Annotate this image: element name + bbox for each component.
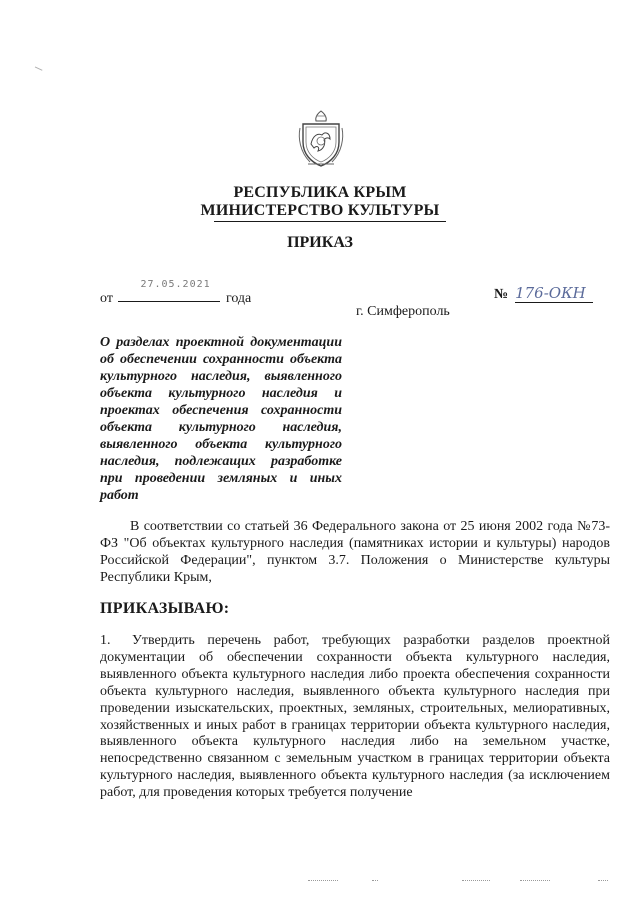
date-field xyxy=(118,279,220,302)
header-divider xyxy=(214,221,446,222)
date-prefix: от xyxy=(100,291,113,306)
scan-artifact xyxy=(308,880,338,882)
item-text: Утвердить перечень работ, требующих разработки разделов проектной документации об обеспечении сохранности объекта культурного наследия, выявленного объекта культурного наследия либо проекта обеспечения сохранности объекта культурного наследия, выявленного объекта культурного наследия при проведении изыскательских, проектных, земляных, строительных, мелиоративных, хозяйственных и иных работ в границах территории объекта культурного наследия, выявленного объекта культурного наследия либо на земельном участке, непосредственно связанном с земельным участком в границах территории объекта культурного наследия, выявленного объекта культурного наследия (за исключением работ, для проведения которых требуется получение xyxy=(100,633,610,801)
number-sign: № xyxy=(494,287,509,302)
scan-artifact xyxy=(462,880,490,882)
scan-artifact xyxy=(598,880,608,882)
order-heading: ПРИКАЗЫВАЮ: xyxy=(100,600,230,617)
item-number: 1. xyxy=(100,633,111,648)
handwritten-number: 176-ОКН xyxy=(515,284,593,303)
date-line xyxy=(100,279,252,307)
org-title-republic: РЕСПУБЛИКА КРЫМ xyxy=(233,184,407,201)
scan-artifact xyxy=(372,880,378,882)
document-type-title: ПРИКАЗ xyxy=(287,234,353,251)
order-item-1 xyxy=(100,633,610,802)
org-title-ministry: МИНИСТЕРСТВО КУЛЬТУРЫ xyxy=(200,202,440,219)
document-number xyxy=(494,284,593,303)
preamble-paragraph: В соответствии со статьей 36 Федерального закона от 25 июня 2002 года №73-ФЗ "Об объектах культурного наследия (памятниках истории и культуры) народов Российской Федерации", пунктом 3.7. Положения о Министерстве культуры Республики Крым, xyxy=(100,519,610,585)
crimea-emblem-icon xyxy=(296,108,346,170)
city-line: г. Симферополь xyxy=(356,304,450,319)
date-suffix: года xyxy=(225,291,252,306)
scan-artifact xyxy=(520,880,550,882)
document-subject: О разделах проектной документации об обеспечении сохранности объекта культурного наследия, выявленного объекта культурного наследия и проектах обеспечения сохранности объекта культурного наследия, выявленного объекта культурного наследия, подлежащих разработке при проведении земляных и иных работ xyxy=(100,335,342,503)
scan-artifact xyxy=(34,66,43,73)
handwritten-date: 27.05.2021 xyxy=(140,279,211,290)
